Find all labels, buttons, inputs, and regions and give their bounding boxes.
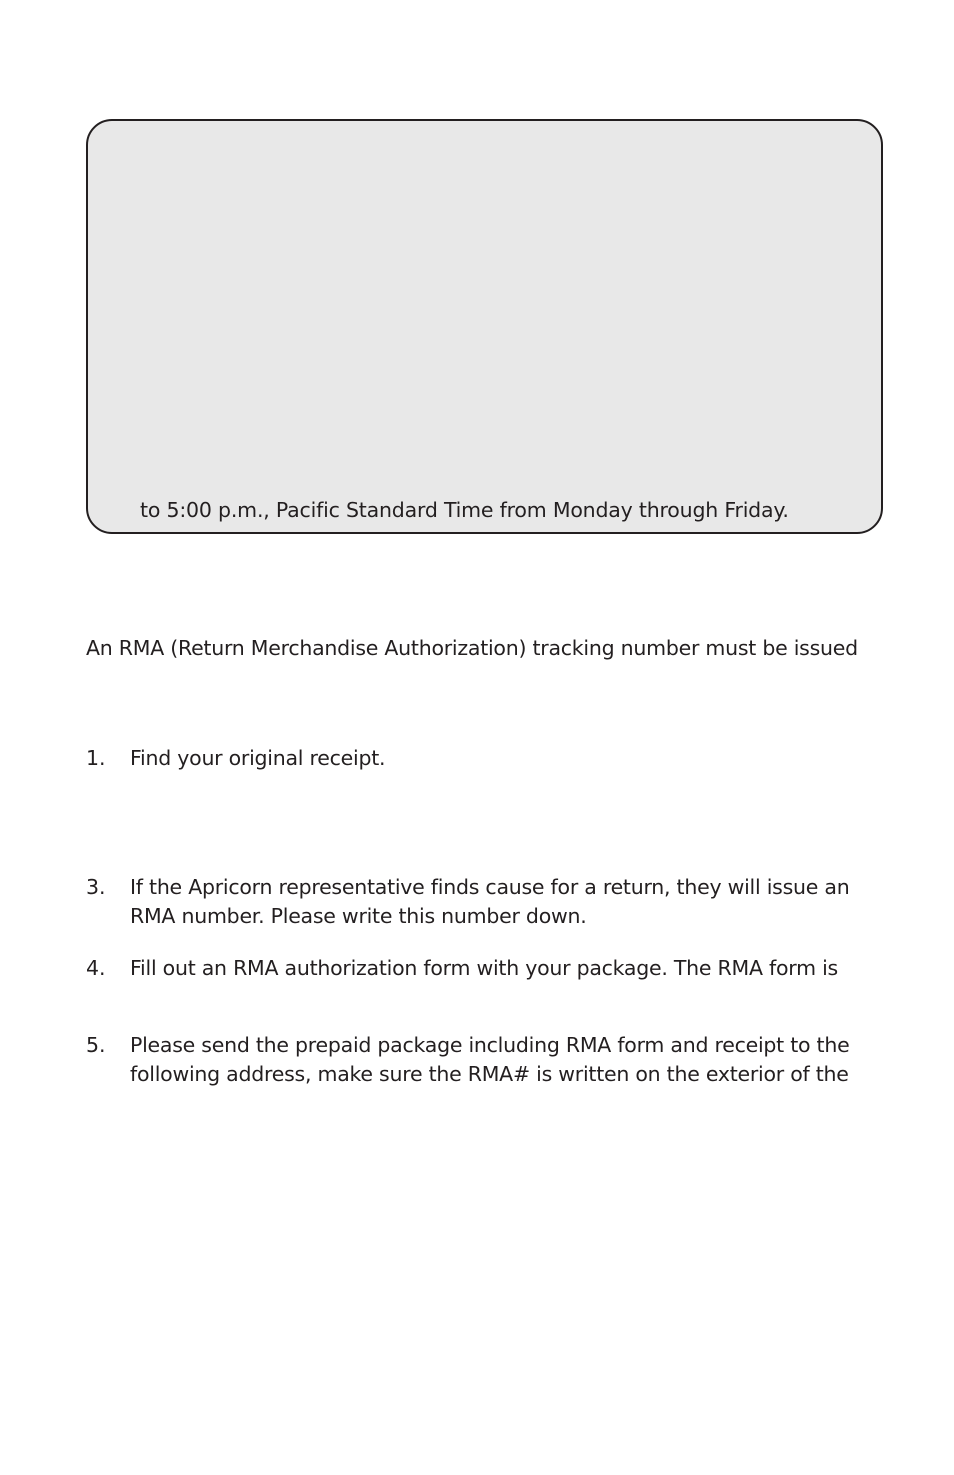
step-text [130, 873, 849, 931]
step-line: If the Apricorn representative finds cause for a return, they will issue an [130, 875, 850, 899]
step-line: Find your original receipt. [130, 746, 386, 770]
support-hours-text: to 5:00 p.m., Pacific Standard Time from Monday through Friday. [140, 498, 789, 522]
step-line: Please send the prepaid package including RMA form and receipt to the [130, 1033, 850, 1057]
step-line: Fill out an RMA authorization form with your package. The RMA form is [130, 956, 838, 980]
step-number: 1. [86, 746, 106, 770]
step-line: RMA number. Please write this number down. [130, 904, 587, 928]
step-number: 3. [86, 875, 106, 899]
rma-intro-text: An RMA (Return Merchandise Authorization) tracking number must be issued [86, 636, 858, 660]
step-line: following address, make sure the RMA# is written on the exterior of the [130, 1062, 849, 1086]
step-text [130, 1031, 849, 1089]
step-text [130, 954, 838, 983]
contact-info-box [86, 119, 883, 534]
step-text [130, 744, 385, 773]
step-number: 5. [86, 1033, 106, 1057]
step-number: 4. [86, 956, 106, 980]
